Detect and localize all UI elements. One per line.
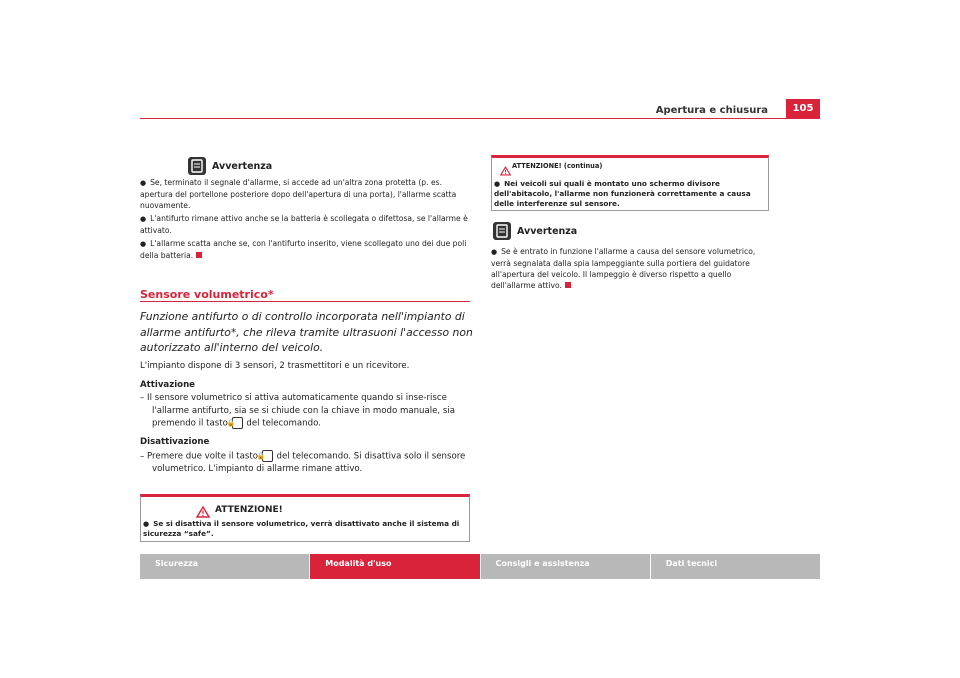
deactivation-text-end: del telecomando. Si disattiva solo il sensore volumetrico. L'impianto di allarme rimane attivo. [152, 451, 466, 474]
end-mark-icon [565, 282, 571, 288]
lock-key-icon: 🔒 [262, 450, 273, 462]
note-heading-row [493, 222, 776, 240]
note-heading: Avvertenza [517, 225, 578, 237]
deactivation-step [140, 450, 475, 476]
deactivation-heading: Disattivazione [140, 437, 210, 447]
body-intro: L'impianto dispone di 3 sensori, 2 trasmettitori e un ricevitore. [140, 361, 410, 371]
note-item: ● L'allarme scatta anche se, con l'antifurto inserito, viene scollegato uno dei due poli della batteria. [140, 239, 466, 260]
section-intro: Funzione antifurto o di controllo incorporata nell'impianto di allarme antifurto*, che rileva tramite ultrasuoni l'accesso non autorizzato all'interno del veicolo. [140, 310, 473, 354]
page-number: 105 [786, 99, 820, 118]
activation-text: – Il sensore volumetrico si attiva automaticamente quando si inse-risce l'allarme antifurto, sia se si chiude con la chiave in modo manuale, sia premendo il tasto [140, 393, 456, 429]
warning-box-2 [491, 155, 769, 211]
warning-triangle-icon [500, 161, 511, 180]
warning-text: ● Se si disattiva il sensore volumetrico, verrà disattivato anche il sistema di sicurezza “safe”. [143, 519, 465, 539]
activation-heading: Attivazione [140, 379, 196, 390]
footer-tab-modalita-duso[interactable]: Modalità d'uso [310, 554, 479, 579]
footer-tab-sicurezza[interactable]: Sicurezza [140, 554, 309, 579]
page-header-title: Apertura e chiusura [655, 105, 768, 116]
deactivation-text: – Premere due volte il tasto [140, 451, 259, 461]
warning-heading: ATTENZIONE! (continua) [512, 162, 603, 170]
header-divider [140, 118, 820, 119]
warning-text: ● Nei veicoli sui quali è montato uno schermo divisore dell'abitacolo, l'allarme non funzionerà correttamente a causa delle interferenze sul sensore. [494, 179, 764, 209]
footer-tab-consigli-e-assistenza[interactable]: Consigli e assistenza [481, 554, 650, 579]
footer-nav [140, 554, 820, 579]
footer-tab-dati-tecnici[interactable]: Dati tecnici [651, 554, 820, 579]
note-icon [188, 157, 206, 175]
note-item: ● Se è entrato in funzione l'allarme a causa del sensore volumetrico, verrà segnalata dalla spia lampeggiante sulla portiera del guidatore all'apertura del veicolo. Il lampeggio è diverso rispetto a quello dell'allarme attivo. [491, 247, 755, 290]
note-box-1 [140, 157, 470, 263]
note-item: ● L'antifurto rimane attivo anche se la batteria è scollegata o difettosa, se l'allarme è attivato. [140, 213, 470, 236]
note-heading-row [188, 157, 470, 175]
section-divider [140, 301, 470, 302]
note-heading: Avvertenza [212, 160, 273, 172]
note-box-2 [491, 222, 776, 291]
section-body [140, 360, 475, 481]
note-item: ● Se, terminato il segnale d'allarme, si accede ad un'altra zona protetta (p. es. apertura del portellone posteriore dopo dell'apertura di una porta), l'allarme scatta nuovamente. [140, 177, 470, 211]
end-mark-icon [196, 252, 202, 258]
activation-text-end: del telecomando. [246, 418, 321, 429]
activation-step [140, 392, 475, 430]
warning-box-1 [140, 494, 470, 542]
note-icon [493, 222, 511, 240]
warning-heading: ATTENZIONE! [215, 505, 283, 515]
section-title: Sensore volumetrico* [140, 288, 274, 301]
lock-key-icon: 🔒 [232, 417, 243, 429]
